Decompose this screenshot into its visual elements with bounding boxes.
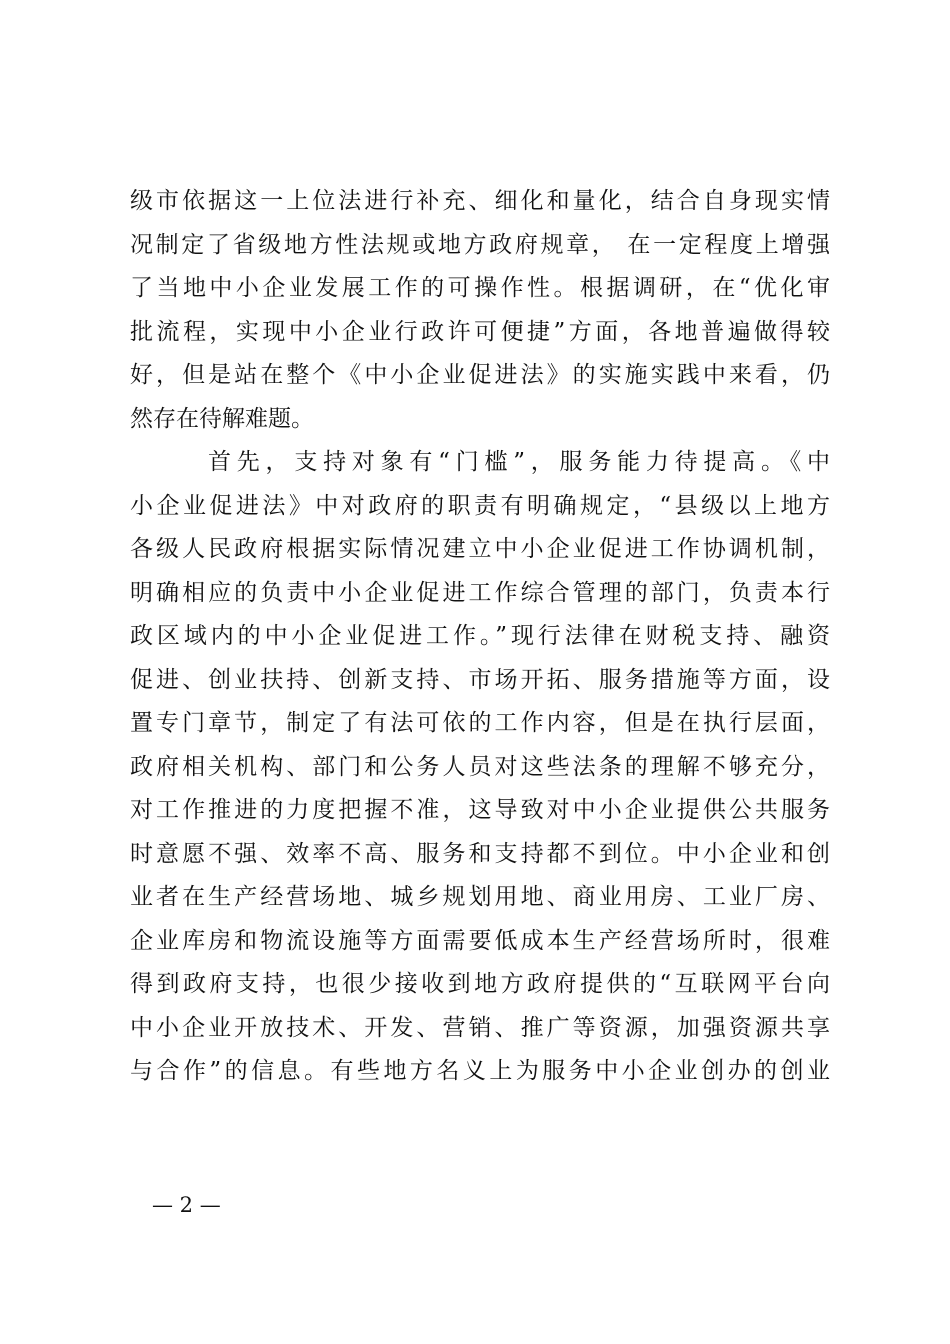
text-line: 然存在待解难题。 (130, 405, 314, 432)
text-line: 对工作推进的力度把握不准，这导致对中小企业提供公共服务 (130, 797, 830, 823)
body-text (130, 180, 830, 1094)
text-line: 置专门章节，制定了有法可依的工作内容，但是在执行层面， (130, 710, 830, 736)
text-line: 批流程，实现中小企业行政许可便捷”方面，各地普遍做得较 (130, 318, 830, 345)
paragraph-first-line: 首先，支持对象有“门槛”，服务能力待提高。《中 (208, 449, 830, 475)
text-line: 中小企业开放技术、开发、营销、推广等资源，加强资源共享 (130, 1014, 830, 1041)
text-line: 政府相关机构、部门和公务人员对这些法条的理解不够充分， (130, 753, 830, 780)
text-line: 政区域内的中小企业促进工作。”现行法律在财税支持、融资 (130, 623, 830, 649)
text-line: 小企业促进法》中对政府的职责有明确规定，“县级以上地方 (130, 492, 830, 519)
text-line: 况制定了省级地方性法规或地方政府规章， 在一定程度上增强 (130, 231, 830, 258)
text-line: 业者在生产经营场地、城乡规划用地、商业用房、工业厂房、 (130, 884, 830, 910)
text-line: 各级人民政府根据实际情况建立中小企业促进工作协调机制， (130, 536, 830, 562)
text-line: 级市依据这一上位法进行补充、细化和量化，结合自身现实情 (130, 188, 830, 214)
text-line: 与合作”的信息。有些地方名义上为服务中小企业创办的创业 (130, 1058, 830, 1084)
text-line: 了当地中小企业发展工作的可操作性。根据调研，在“优化审 (130, 275, 830, 301)
text-line: 明确相应的负责中小企业促进工作综合管理的部门，负责本行 (130, 579, 830, 606)
text-line: 时意愿不强、效率不高、服务和支持都不到位。中小企业和创 (130, 840, 830, 867)
page-number: — 2 — (152, 1193, 221, 1217)
text-line: 好，但是站在整个《中小企业促进法》的实施实践中来看，仍 (130, 362, 830, 388)
text-line: 企业库房和物流设施等方面需要低成本生产经营场所时，很难 (130, 927, 830, 954)
text-line: 促进、创业扶持、创新支持、市场开拓、服务措施等方面，设 (130, 666, 830, 693)
text-line: 得到政府支持，也很少接收到地方政府提供的“互联网平台向 (130, 971, 830, 997)
